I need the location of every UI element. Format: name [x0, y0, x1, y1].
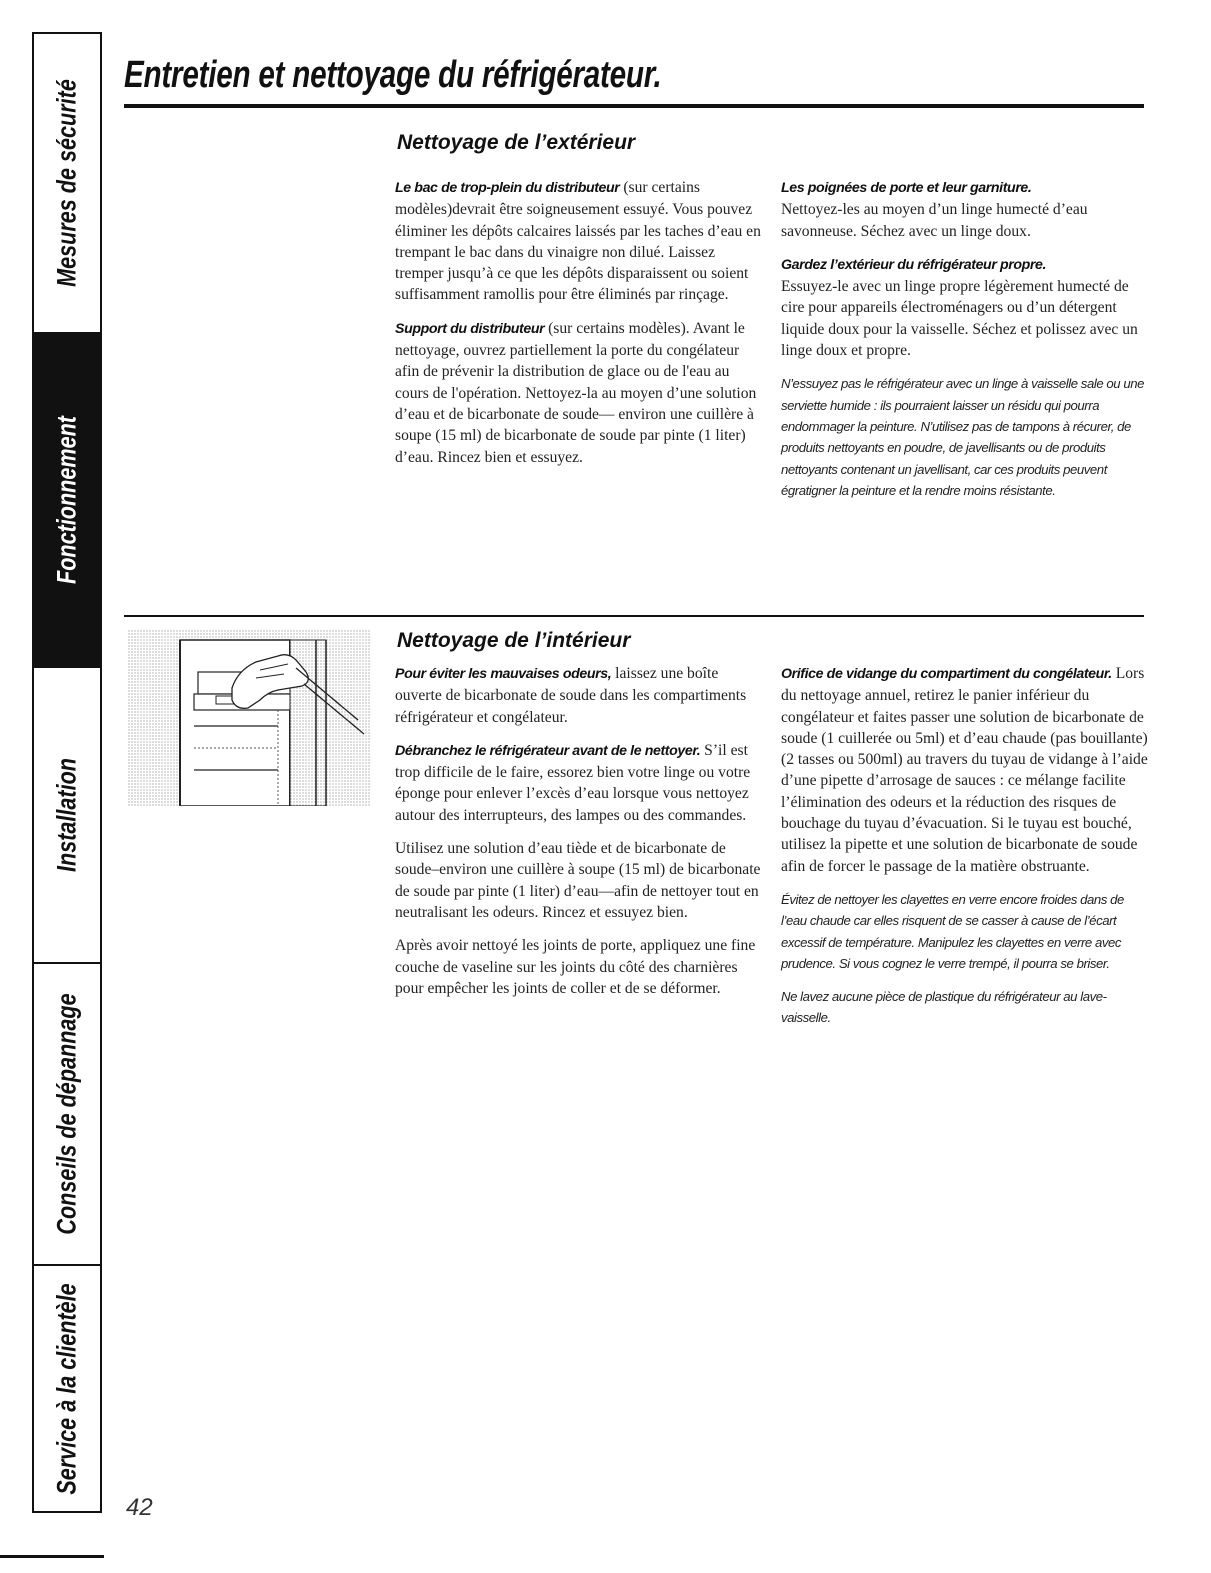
tab-fonctionnement[interactable] [34, 334, 100, 668]
lead-text: Débranchez le réfrigérateur avant de le nettoyer. [395, 742, 701, 759]
body-text: Essuyez-le avec un linge propre légèrement humecté de cire pour appareils électroménagers ou d’un détergent liquide doux pour la vaisselle. Séchez et polissez avec un linge doux et propre. [781, 278, 1138, 360]
tab-service-a-la-clientele[interactable] [34, 1266, 100, 1511]
exterior-left-column [395, 177, 763, 480]
body-text: (sur certains modèles). Avant le nettoyage, ouvrez partiellement la porte du congélateur afin de prévenir la distribution de glace ou de l'eau au cours de l'opération. Nettoyez-la au moyen d’une solution d’eau et de bicarbonate de soude— environ une cuillère à soupe (15 ml) de bicarbonate de soude par pinte (1 liter) d’eau. Rincez bien et essuyez. [395, 319, 757, 466]
page-title: Entretien et nettoyage du réfrigérateur. [124, 54, 662, 96]
refrigerator-cleaning-illustration [128, 630, 370, 806]
body-text: Nettoyez-les au moyen d’un linge humecté d’eau savonneuse. Séchez avec un linge doux. [781, 201, 1088, 240]
tab-conseils-de-depannage[interactable] [34, 964, 100, 1266]
paragraph [395, 663, 763, 728]
header-rule [124, 104, 1144, 108]
paragraph [395, 177, 763, 306]
page-number: 42 [126, 1494, 153, 1521]
warning-text: N’essuyez pas le réfrigérateur avec un linge à vaisselle sale ou une serviette humide : ils pourraient laisser un résidu qui pourra endommager la peinture. N’utilisez pas de tampons à récurer, de produits nettoyants en poudre, de javellisants ou de produits nettoyants contenant un javellisant, car ces produits peuvent égratigner la peinture et la rendre moins résistante. [781, 376, 1145, 498]
paragraph: Utilisez une solution d’eau tiède et de bicarbonate de soude–environ une cuillère à soupe (15 ml) de bicarbonate de soude par pinte (1 liter) d’eau—afin de nettoyer tout en neutralisant les odeurs. Rincez et essuyez bien. [395, 840, 761, 921]
warning-text: Évitez de nettoyer les clayettes en verre encore froides dans de l’eau chaude car elles risquent de se casser à cause de l’écart excessif de température. Manipulez les clayettes en verre avec prudence. Si vous cognez le verre trempé, il pourra se briser. [781, 891, 1124, 971]
paragraph [781, 177, 1149, 242]
warning-text: Ne lavez aucune pièce de plastique du réfrigérateur au lave-vaisselle. [781, 989, 1107, 1026]
body-text: laissez une boîte ouverte de bicarbonate de soude dans les compartiments réfrigérateur et congélateur. [395, 665, 747, 726]
tab-label: Fonctionnement [51, 416, 82, 584]
lead-text: Le bac de trop-plein du distributeur [395, 180, 620, 196]
paragraph: Après avoir nettoyé les joints de porte, appliquez une fine couche de vaseline sur les joints du côté des charnières pour empêcher les joints de coller et de se déformer. [395, 937, 756, 997]
interior-right-column [781, 663, 1149, 1041]
section-divider [124, 615, 1144, 617]
tab-label: Installation [51, 757, 82, 873]
section-title-exterior: Nettoyage de l’extérieur [397, 131, 636, 154]
side-tab-bar [32, 32, 102, 1513]
interior-left-column [395, 663, 763, 1011]
tab-mesures-de-securite[interactable] [34, 34, 100, 334]
paragraph [395, 740, 763, 826]
tab-label: Conseils de dépannage [51, 993, 82, 1235]
lead-text: Gardez l’extérieur du réfrigérateur propre. [781, 256, 1047, 273]
body-text: (sur certains modèles)devrait être soigneusement essuyé. Vous pouvez éliminer les dépôts calcaires laissés par les taches d’eau en trempant le bac dans du vinaigre non dilué. Laissez tremper jusqu’à ce que les dépôts disparaissent ou soient suffisamment ramollis pour être éliminés par rinçage. [395, 179, 761, 304]
tab-installation[interactable] [34, 668, 100, 964]
lead-text: Orifice de vidange du compartiment du congélateur. [781, 666, 1112, 682]
paragraph [781, 254, 1149, 361]
paragraph [781, 663, 1149, 877]
lead-text: Pour éviter les mauvaises odeurs, [395, 666, 612, 682]
lead-text: Support du distributeur [395, 320, 545, 337]
section-title-interior: Nettoyage de l’intérieur [397, 629, 631, 652]
body-text: S’il est trop difficile de le faire, essorez bien votre linge ou votre éponge pour enlever l’excès d’eau lorsque vous nettoyez autour des interrupteurs, des lampes ou des commandes. [395, 741, 751, 824]
tab-label: Service à la clientèle [51, 1282, 82, 1495]
exterior-right-column [781, 177, 1149, 513]
tab-label: Mesures de sécurité [51, 79, 82, 287]
bottom-rule [0, 1555, 104, 1558]
lead-text: Les poignées de porte et leur garniture. [781, 180, 1032, 196]
paragraph [395, 318, 763, 468]
body-text: Lors du nettoyage annuel, retirez le panier inférieur du congélateur et faites passer une solution de bicarbonate de soude (1 cuillerée ou 5ml) et d’eau chaude (pas bouillante) (2 tasses ou 500ml) au travers du tuyau de vidange à l’aide d’une pipette d’arrosage de sauces : ce mélange facilite l’élimination des odeurs et la réduction des risques de bouchage du tuyau d’évacuation. Si le tuyau est bouché, utilisez la pipette et une solution de bicarbonate de soude afin de forcer le passage de la matière obstruante. [781, 665, 1148, 875]
